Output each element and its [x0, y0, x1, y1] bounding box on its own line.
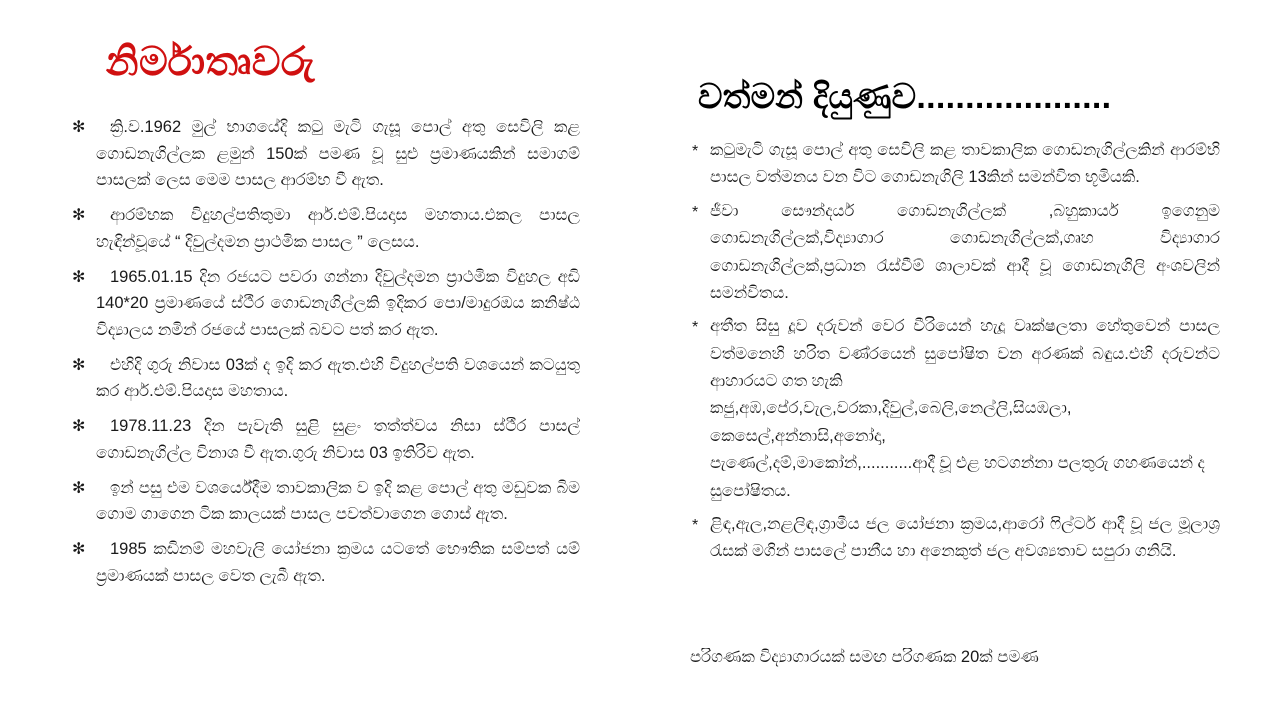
list-item-text: ආරම්භක විදුහල්පතිතුමා ආර්.එම්.පියදාස මහතාය.එකල පාසල හැඳින්වූයේ “ දිවුල්දමන ප්‍රාථමික පාසල ” ලෙසය. — [96, 206, 580, 251]
list-item-text: 1985 කඩිනම් මහවැලි යෝජනා ක්‍රමය යටතේ භෞතික සම්පත් යම් ප්‍රමාණයක් පාසල වෙත ලැබී ඇත. — [96, 540, 580, 585]
clipped-text-line: පරිගණක විද්‍යාගාරයක් සමඟ පරිගණක 20ක් පමණ — [690, 648, 1039, 666]
list-item — [60, 114, 580, 194]
list-item — [690, 198, 1220, 308]
clipped-overflow-text — [690, 648, 1220, 668]
list-item-text: ඉන් පසු එම වශර්යේදීම තාවකාලික ව ඉදි කළ පොල් අතු මඩුවක බිම ගොම ගාගෙන ටික කාලයක් පාසල පවත්වාගෙන ගොස් ඇත. — [96, 478, 580, 524]
bullet-icon: ✻ — [72, 268, 86, 286]
bullet-icon: * — [692, 143, 699, 161]
list-item — [690, 313, 1220, 505]
list-item-text: එහිදි ගුරු නිවාස 03ක් ද ඉදි කර ඇත.එහි විදුහල්පති වශයෙන් කටයුතු කර ආර්.එම්.පියදාස මහතාය. — [96, 355, 580, 401]
left-column — [60, 40, 580, 598]
list-item — [60, 264, 580, 344]
right-bullet-list — [690, 137, 1220, 566]
list-item — [690, 511, 1220, 566]
list-item — [60, 352, 580, 405]
list-item-text: 1978.11.23 දින පැවැති සුළි සුළං තත්ත්වය නිසා ස්ථීර පාසල් ගොඩනැගිල්ල විනාශ වී ඇත.ගුරු නිවාස 03 ඉතිරිව ඇත. — [96, 417, 580, 462]
list-item-subline: පැණෙල්,දම්,මාකෝන්,...........ආදී වූ එළ හටගන්නා පලතුරු ගහණයෙන් ද සුපෝෂිතය. — [710, 454, 1205, 500]
list-item — [690, 137, 1220, 192]
list-item-text: ක්‍රි.ව.1962 මුල් භාගයේදි කටු මැටි ගැසූ පොල් අතු සෙවිලි කළ ගොඩනැගිල්ලක ළමුන් 150ක් පමණ වූ සුළු ප්‍රමාණයකින් සමාගම් පාසලක් ලෙස මෙම පාසල ආරම්භ වී ඇත. — [96, 118, 580, 190]
bullet-icon: ✻ — [72, 207, 86, 225]
bullet-icon: ✻ — [72, 418, 86, 436]
list-item — [60, 475, 580, 528]
right-column — [690, 78, 1220, 572]
list-item — [60, 536, 580, 589]
left-bullet-list — [60, 114, 580, 590]
list-item-text: කටුමැටි ගැසූ පොල් අතු සෙවිලි කළ තාවකාලික ගොඩනැගිල්ලකින් ආරම්භි පාසල වත්මනය වන විට ගොඩනැගිලි 13කින් සමන්විත භූමියකි. — [710, 141, 1220, 187]
right-title: වත්මන් දියුණුව.................... — [698, 78, 1112, 116]
bullet-icon: * — [692, 203, 699, 221]
list-item-subline: කෙසෙල්,අන්නාසි,අනෝදා, — [710, 426, 886, 445]
left-title: නිර්මාතෘවරු — [106, 40, 315, 84]
list-item-text: ළිඳ,ඇල,නළලිඳ,ග්‍රාමීය ජල යෝජනා ක්‍රමය,ආරෝ ෆිල්ටර් ආදී වූ ජල මූලාශ්‍ර රැසක් මගින් පාසලේ පානීය හා අනෙකුත් ජල අවශ්‍යතාව සපුරා ගනියි. — [710, 514, 1220, 561]
list-item-text: ජීවා සෞන්දයර් ගොඩනැගිල්ලක් ,බහුකායර් ඉගෙනුම ගොඩනැගිල්ලක්,විද්‍යාගාර ගොඩනැගිල්ලක්,ගෘහ විද්‍යාගාර ගොඩනැගිල්ලක්,ප්‍රධාන රැස්වීම් ශාලාවක් ආදී වූ ගොඩනැගිලි අංශවලින් සමන්විතය. — [710, 201, 1220, 302]
list-item — [60, 413, 580, 466]
bullet-icon: * — [692, 319, 699, 337]
bullet-icon: * — [692, 516, 699, 534]
list-item-text: අතීත සිසු දූව දරුවන් වෙර වීරියෙන් හැදූ වෘක්ෂලතා හේතුවෙන් පාසල වත්මනෙහි හරිත වණ්රයෙන් සුපෝෂිත වන අරණක් බඳුය.එහි දරුවන්ට ආහාරයට ගත හැකි — [710, 317, 1220, 391]
bullet-icon: ✻ — [72, 479, 86, 497]
list-item — [60, 202, 580, 255]
bullet-icon: ✻ — [72, 119, 86, 136]
bullet-icon: ✻ — [72, 356, 86, 374]
list-item-subline: කජු,අඹ,පේර,වැල,වරකා,දිවුල්,බෙලි,නෙල්ලි,සියඹලා, — [710, 399, 1072, 418]
list-item-text: 1965.01.15 දින රජයට පවරා ගන්නා දිවුල්දමන ප්‍රාථමික විදුහල අඩි 140*20 ප්‍රමාණයේ ස්ථීර ගොඩනැගිල්ලකි ඉදිකර පො/මාදුරඔය කනිෂ්ඨ විද්‍යාලය නමින් රජයේ පාසලක් බවට පත් කර ඇත. — [96, 267, 580, 340]
bullet-icon: ✻ — [72, 541, 86, 559]
